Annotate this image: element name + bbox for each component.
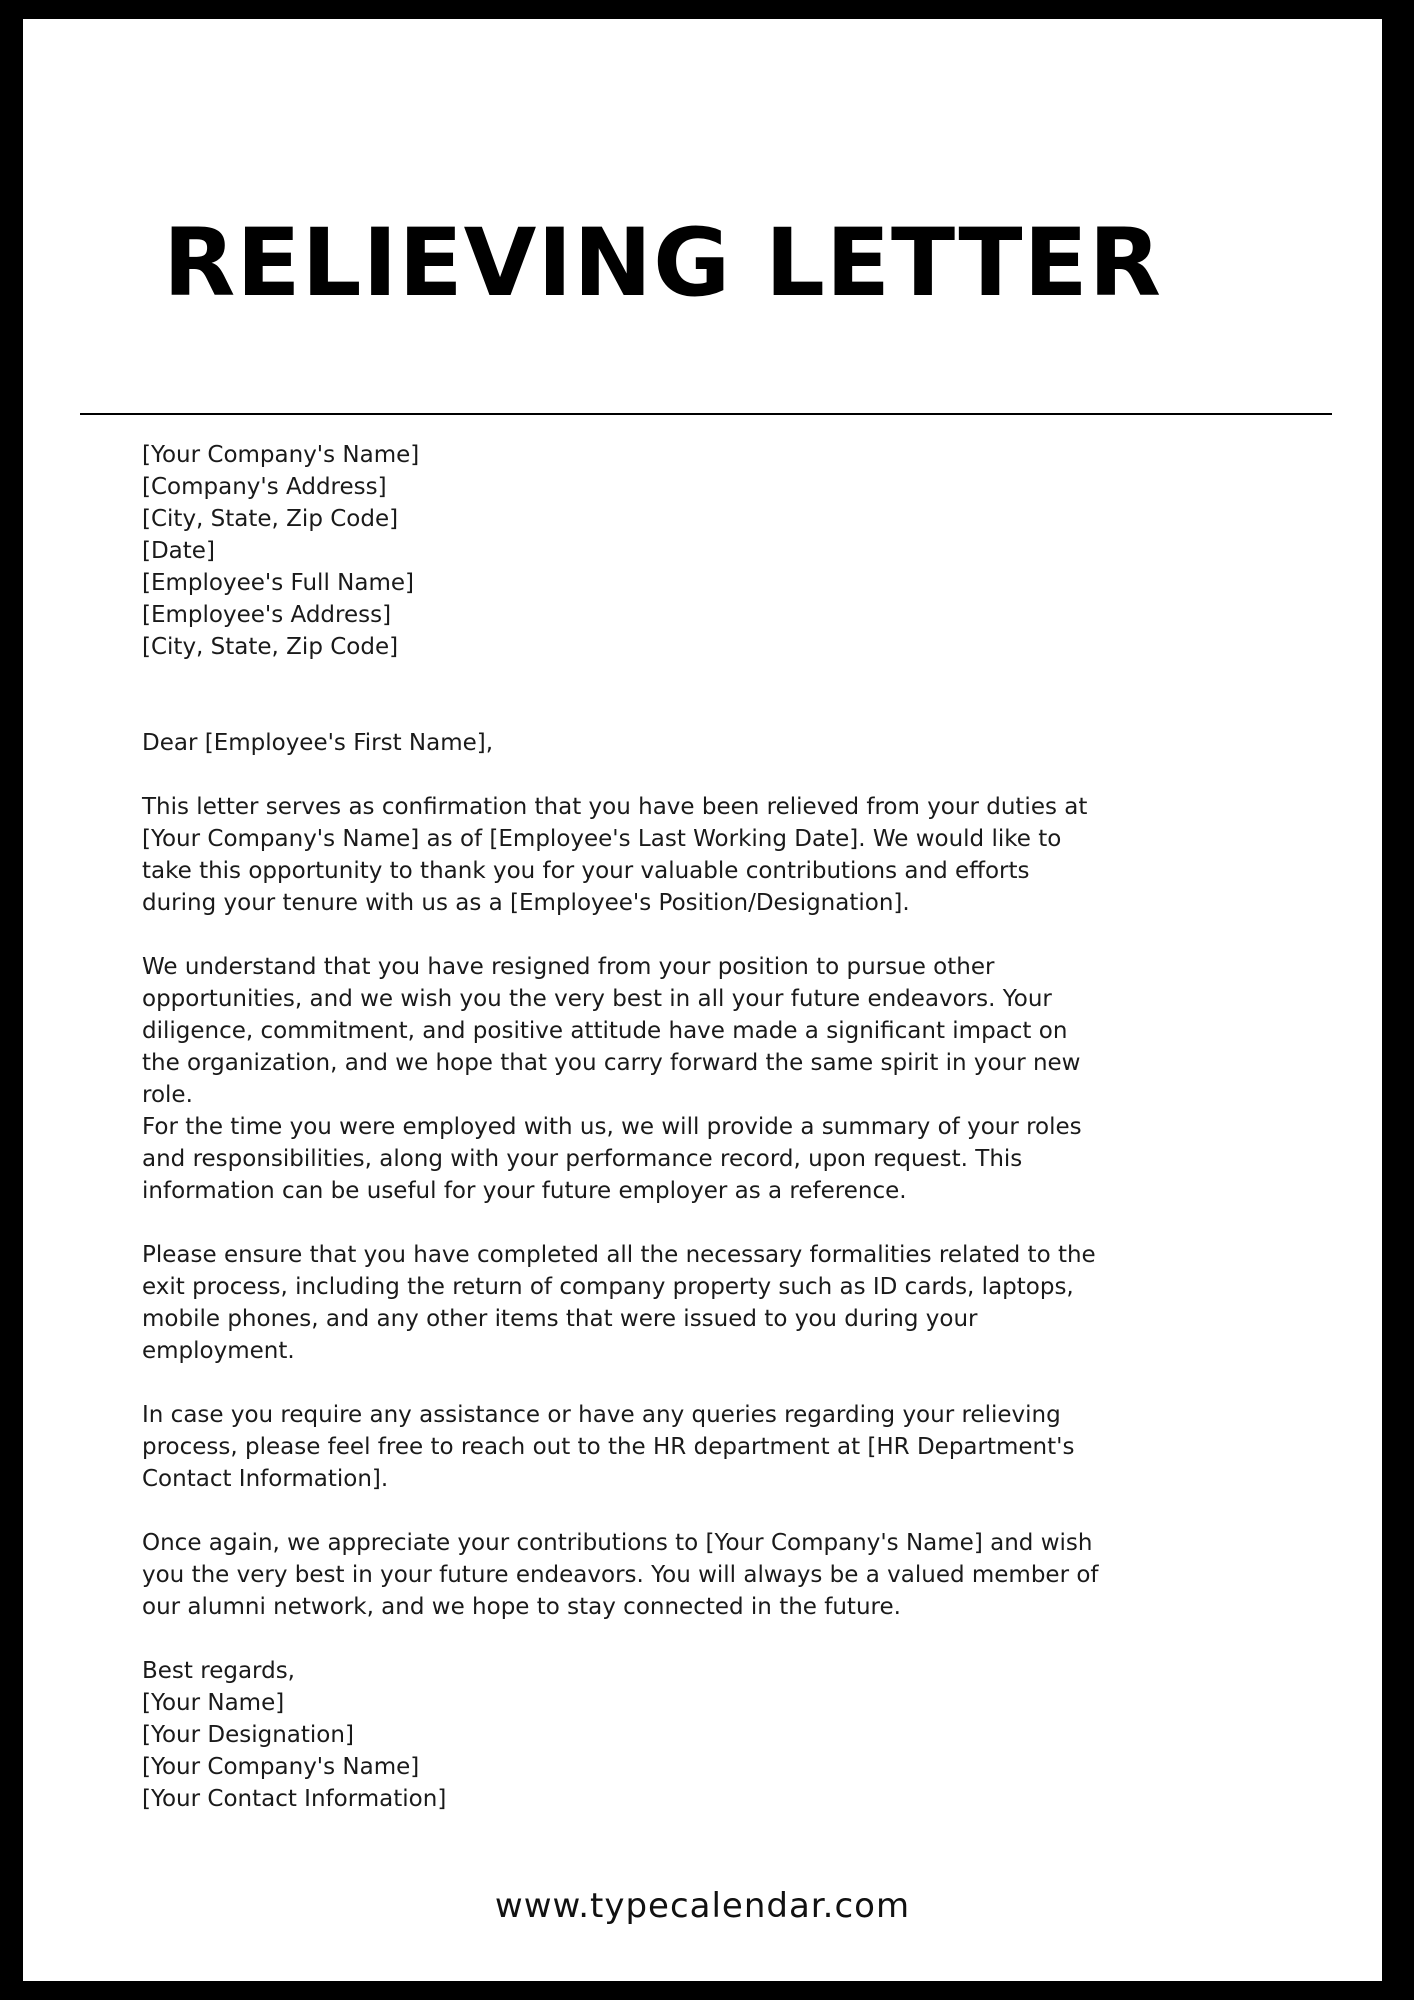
- paragraph-line: you the very best in your future endeavors. You will always be a valued member of: [142, 1562, 1099, 1588]
- address-line: [Company's Address]: [142, 474, 387, 500]
- paragraph-line: For the time you were employed with us, we will provide a summary of your roles: [142, 1114, 1082, 1140]
- paragraph-line: We understand that you have resigned from your position to pursue other: [142, 954, 995, 980]
- document-title: RELIEVING LETTER: [163, 209, 1163, 318]
- paragraph-line: Please ensure that you have completed all the necessary formalities related to the: [142, 1242, 1096, 1268]
- paragraph-line: Contact Information].: [142, 1466, 389, 1492]
- paragraph-line: diligence, commitment, and positive attitude have made a significant impact on: [142, 1018, 1068, 1044]
- paragraph-appreciation: [142, 1527, 1222, 1623]
- closing-block: [142, 1655, 1222, 1815]
- paragraph-summary: [142, 1111, 1222, 1207]
- closing-line: [Your Name]: [142, 1690, 285, 1716]
- address-block: [142, 439, 1222, 663]
- address-line: [City, State, Zip Code]: [142, 634, 399, 660]
- paragraph-resignation: [142, 951, 1222, 1111]
- paragraph-line: our alumni network, and we hope to stay connected in the future.: [142, 1594, 901, 1620]
- title-divider: [80, 413, 1332, 415]
- paragraph-assistance: [142, 1399, 1222, 1495]
- address-line: [Employee's Full Name]: [142, 570, 414, 596]
- letter-body: [142, 439, 1222, 1815]
- closing-line: [Your Company's Name]: [142, 1754, 420, 1780]
- salutation-text: Dear [Employee's First Name],: [142, 730, 494, 756]
- paragraph-line: opportunities, and we wish you the very best in all your future endeavors. Your: [142, 986, 1052, 1012]
- paragraph-line: the organization, and we hope that you carry forward the same spirit in your new: [142, 1050, 1081, 1076]
- paragraph-line: Once again, we appreciate your contributions to [Your Company's Name] and wish: [142, 1530, 1093, 1556]
- paragraph-line: role.: [142, 1082, 193, 1108]
- paragraph-formalities: [142, 1239, 1222, 1367]
- paragraph-line: and responsibilities, along with your performance record, upon request. This: [142, 1146, 1023, 1172]
- address-line: [Your Company's Name]: [142, 442, 420, 468]
- address-line: [Date]: [142, 538, 215, 564]
- closing-line: [Your Contact Information]: [142, 1786, 447, 1812]
- paragraph-line: In case you require any assistance or have any queries regarding your relieving: [142, 1402, 1061, 1428]
- footer-url: www.typecalendar.com: [494, 1886, 911, 1926]
- salutation: [142, 727, 1222, 759]
- paragraph-line: process, please feel free to reach out to the HR department at [HR Department's: [142, 1434, 1075, 1460]
- letter-page: [23, 19, 1382, 1981]
- paragraph-line: take this opportunity to thank you for your valuable contributions and efforts: [142, 858, 1030, 884]
- closing-line: Best regards,: [142, 1658, 295, 1684]
- closing-line: [Your Designation]: [142, 1722, 354, 1748]
- paragraph-line: [Your Company's Name] as of [Employee's Last Working Date]. We would like to: [142, 826, 1062, 852]
- paragraph-confirmation: [142, 791, 1222, 919]
- paragraph-line: information can be useful for your future employer as a reference.: [142, 1178, 907, 1204]
- paragraph-line: This letter serves as confirmation that you have been relieved from your duties at: [142, 794, 1088, 820]
- address-line: [City, State, Zip Code]: [142, 506, 399, 532]
- paragraph-line: employment.: [142, 1338, 295, 1364]
- paragraph-line: mobile phones, and any other items that were issued to you during your: [142, 1306, 978, 1332]
- paragraph-line: exit process, including the return of company property such as ID cards, laptops,: [142, 1274, 1074, 1300]
- address-line: [Employee's Address]: [142, 602, 392, 628]
- paragraph-line: during your tenure with us as a [Employee's Position/Designation].: [142, 890, 910, 916]
